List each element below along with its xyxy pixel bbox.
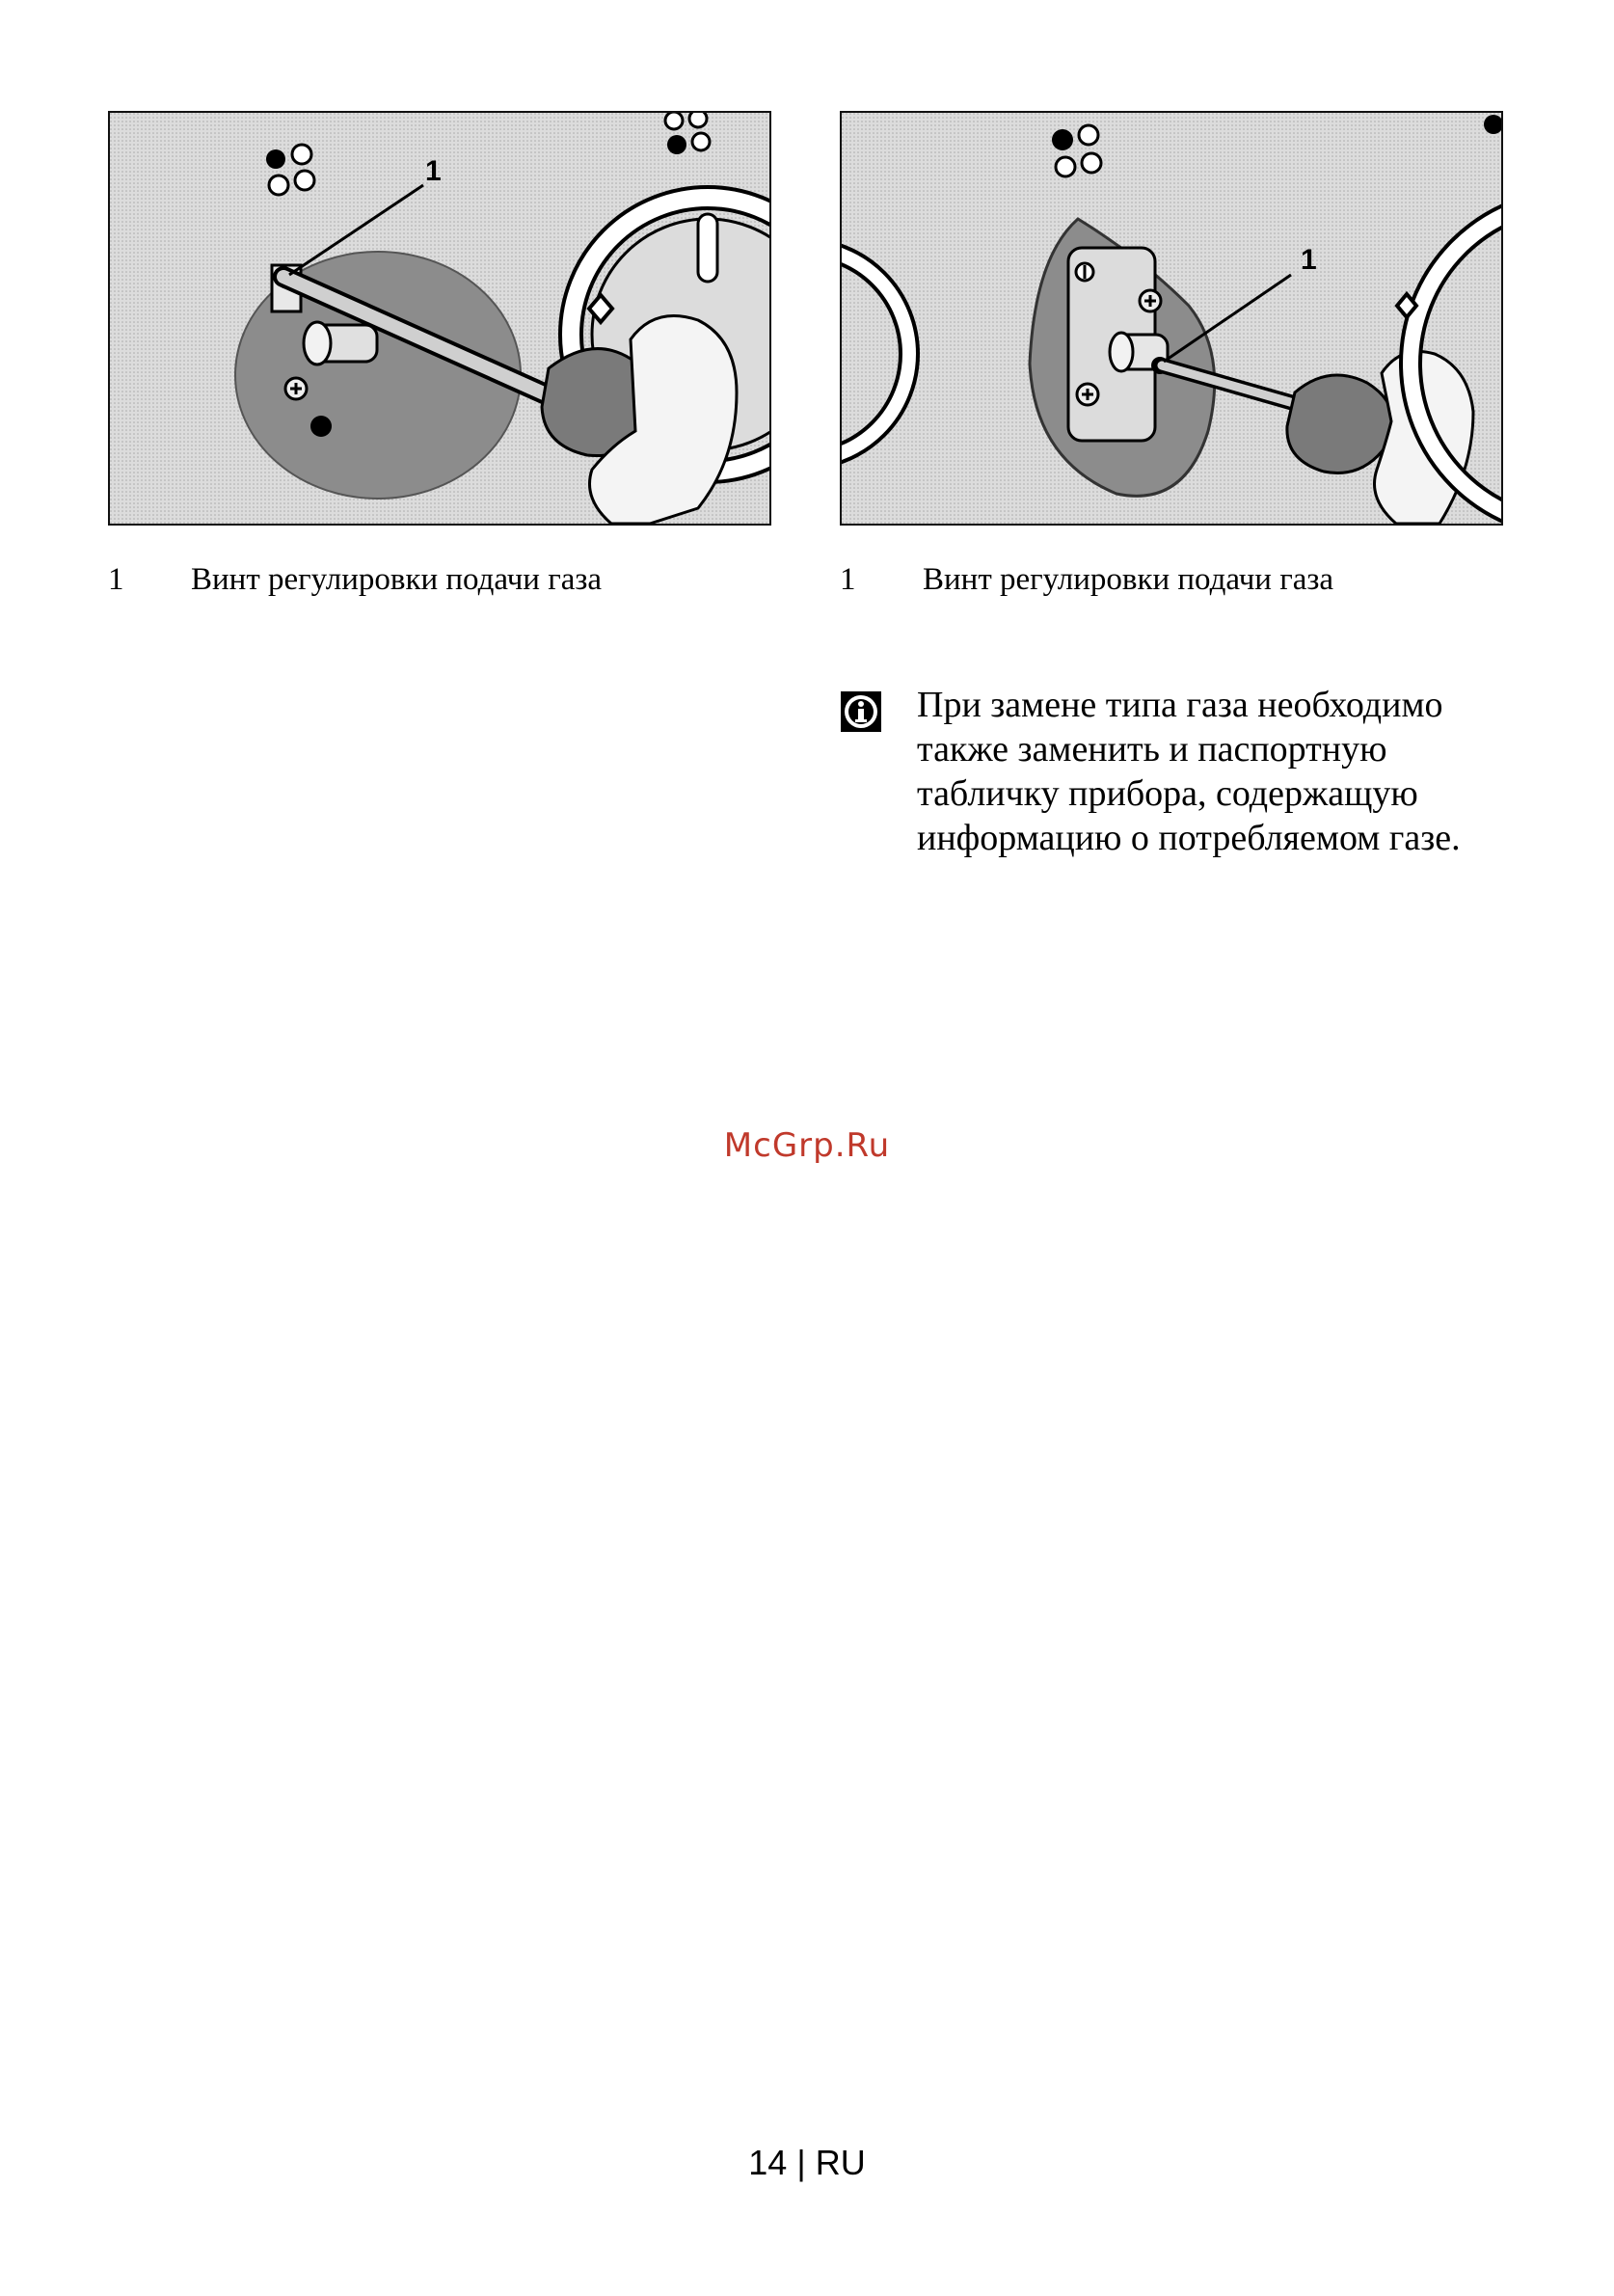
info-icon bbox=[840, 690, 882, 733]
figure-callout-number: 1 bbox=[425, 155, 442, 187]
caption-number: 1 bbox=[840, 562, 856, 597]
caption-text: Винт регулировки подачи газа bbox=[191, 562, 603, 597]
figure-2-illustration bbox=[840, 111, 1503, 526]
note-text: При замене типа газа необходимо также заменить и паспортную табличку прибора, содержащую информацию о потребляемом газе. bbox=[917, 685, 1461, 858]
figure-callout-number: 1 bbox=[1301, 244, 1317, 276]
footer-language: RU bbox=[815, 2143, 866, 2182]
caption-number: 1 bbox=[108, 562, 124, 597]
figure-1-illustration bbox=[108, 111, 771, 526]
page-number: 14 bbox=[748, 2143, 788, 2182]
page-footer bbox=[0, 2143, 1614, 2183]
watermark: McGrp.Ru bbox=[723, 1126, 891, 1165]
footer-separator: | bbox=[796, 2143, 806, 2182]
caption-text: Винт регулировки подачи газа bbox=[923, 562, 1334, 597]
